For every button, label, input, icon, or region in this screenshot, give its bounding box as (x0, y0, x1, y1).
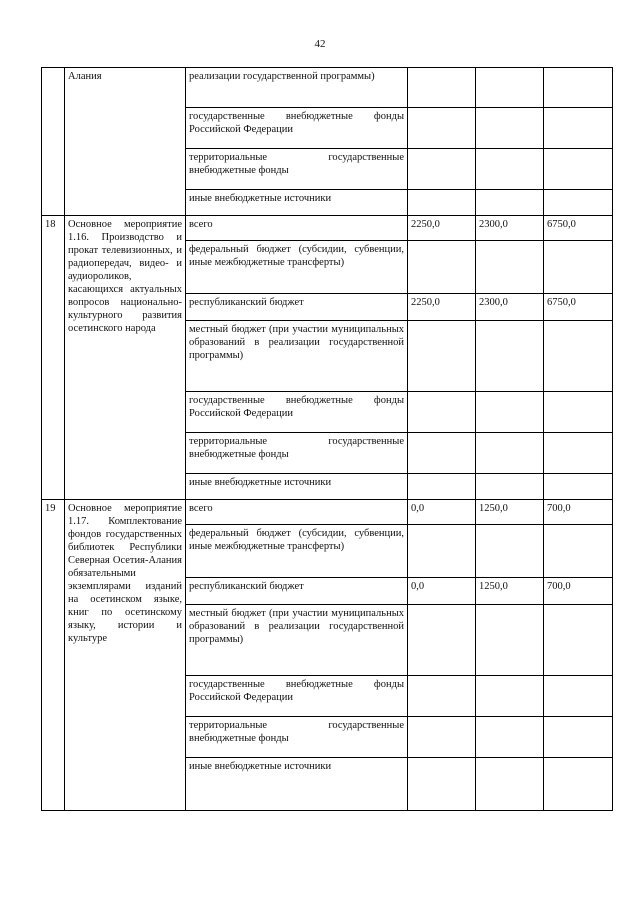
row-index-cell (42, 68, 65, 216)
source-cell: государственные внебюджетные фонды Российской Федерации (186, 392, 408, 433)
value-cell (476, 433, 544, 474)
value-cell (544, 605, 613, 676)
value-cell: 0,0 (408, 578, 476, 605)
value-cell (476, 241, 544, 294)
table-row (42, 500, 613, 525)
value-cell: 700,0 (544, 578, 613, 605)
source-cell: республиканский бюджет (186, 578, 408, 605)
source-cell: местный бюджет (при участии муниципальных образований в реализации государственной программы) (186, 321, 408, 392)
value-cell (408, 433, 476, 474)
value-cell (544, 241, 613, 294)
value-cell: 6750,0 (544, 294, 613, 321)
source-cell: территориальные государственные внебюджетные фонды (186, 433, 408, 474)
table-row (42, 216, 613, 241)
source-cell: республиканский бюджет (186, 294, 408, 321)
value-cell (408, 321, 476, 392)
source-cell: территориальные государственные внебюджетные фонды (186, 149, 408, 190)
source-cell: иные внебюджетные источники (186, 190, 408, 216)
source-cell: федеральный бюджет (субсидии, субвенции, иные межбюджетные трансферты) (186, 241, 408, 294)
value-cell: 2300,0 (476, 216, 544, 241)
page-number: 42 (314, 38, 326, 50)
source-cell: всего (186, 500, 408, 525)
budget-table (41, 67, 613, 811)
row-name-cell: Алания (65, 68, 186, 216)
value-cell: 2250,0 (408, 294, 476, 321)
value-cell (476, 605, 544, 676)
value-cell (408, 676, 476, 717)
value-cell (544, 525, 613, 578)
value-cell (544, 676, 613, 717)
value-cell (408, 392, 476, 433)
source-cell: федеральный бюджет (субсидии, субвенции, иные межбюджетные трансферты) (186, 525, 408, 578)
value-cell (476, 525, 544, 578)
value-cell (476, 758, 544, 811)
value-cell: 1250,0 (476, 578, 544, 605)
value-cell (544, 321, 613, 392)
row-name-cell: Основное мероприятие 1.16. Производство и прокат телевизионных, и радиопередач, видео- и аудиороликов, касающихся актуальных вопросов национально-культурного развития осетинского народа (65, 216, 186, 500)
value-cell (544, 474, 613, 500)
source-cell: иные внебюджетные источники (186, 474, 408, 500)
value-cell (476, 717, 544, 758)
source-cell: реализации государственной программы) (186, 68, 408, 108)
value-cell: 700,0 (544, 500, 613, 525)
value-cell (408, 758, 476, 811)
value-cell: 2300,0 (476, 294, 544, 321)
source-cell: территориальные государственные внебюджетные фонды (186, 717, 408, 758)
value-cell: 0,0 (408, 500, 476, 525)
value-cell (408, 525, 476, 578)
value-cell (408, 241, 476, 294)
value-cell (544, 433, 613, 474)
value-cell (408, 717, 476, 758)
source-cell: государственные внебюджетные фонды Российской Федерации (186, 676, 408, 717)
value-cell (544, 758, 613, 811)
row-index-cell: 18 (42, 216, 65, 500)
value-cell (544, 392, 613, 433)
source-cell: иные внебюджетные источники (186, 758, 408, 811)
value-cell: 1250,0 (476, 500, 544, 525)
value-cell (408, 605, 476, 676)
value-cell (476, 321, 544, 392)
value-cell (476, 676, 544, 717)
source-cell: государственные внебюджетные фонды Российской Федерации (186, 108, 408, 149)
value-cell (408, 474, 476, 500)
row-name-cell: Основное мероприятие 1.17. Комплектование фондов государственных библиотек Республики Северная Осетия-Алания обязательными экземплярами изданий на осетинском языке, книг по осетинскому языку, истории и культуре (65, 500, 186, 811)
value-cell (476, 474, 544, 500)
value-cell (544, 717, 613, 758)
table-row (42, 68, 613, 108)
value-cell: 6750,0 (544, 216, 613, 241)
row-index-cell: 19 (42, 500, 65, 811)
source-cell: местный бюджет (при участии муниципальных образований в реализации государственной программы) (186, 605, 408, 676)
value-cell: 2250,0 (408, 216, 476, 241)
source-cell: всего (186, 216, 408, 241)
value-cell (476, 392, 544, 433)
